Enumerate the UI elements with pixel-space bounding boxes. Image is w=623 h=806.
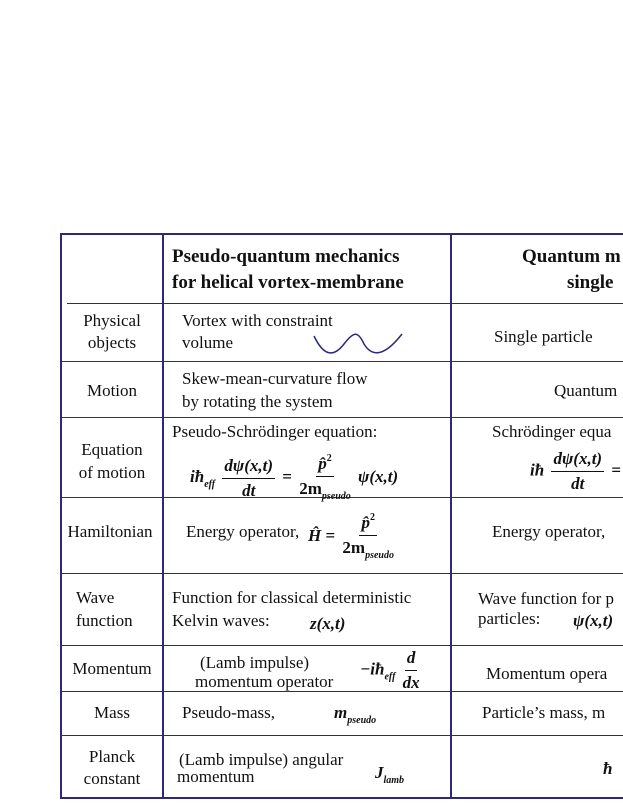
math-pseudo: pseudo [321,491,351,502]
row-label-objects: objects [87,333,137,352]
math-pseudo: pseudo [347,715,377,726]
cell-schrodinger: Schrödinger equa [492,422,612,441]
math-j: J [375,763,384,782]
math-equals: = [282,466,292,486]
math-eff: eff [384,671,396,683]
cell-vortex-line2: volume [182,333,233,352]
pseudo-schrodinger-equation [190,448,398,508]
cell-particle-mass: Particle’s mass, m [482,703,606,722]
cell-motion-line1: Skew-mean-curvature flow [182,369,368,388]
math-square: 2 [369,512,375,523]
cell-particles: particles: [478,609,541,628]
header-col1-line1: Pseudo-quantum mechanics [172,246,400,267]
row-label-hamiltonian: Hamiltonian [67,522,153,541]
math-eff: eff [204,478,216,490]
math-equals: = [611,460,622,480]
header-col1-line2: for helical vortex-membrane [172,272,404,293]
row-divider [62,735,623,736]
math-dx: dx [402,673,420,692]
cell-classical-function: Function for classical deterministic [172,588,412,607]
row-label-constant: constant [83,769,141,788]
column-divider [162,235,164,797]
math-ihbar: iħ [190,466,205,486]
cell-vortex-line1: Vortex with constraint [182,311,333,330]
fraction-p2-2m [299,448,351,508]
row-label-planck: Planck [88,747,136,766]
row-label-wave: Wave [76,588,115,607]
math-dpsi: dψ(x,t) [222,455,275,479]
math-minus-ihbar: −iħ [360,659,385,679]
math-dt: dt [242,480,256,500]
row-label-of-motion: of motion [78,463,146,482]
math-h-hat: Ĥ [308,525,322,545]
math-ihbar: iħ [530,460,545,480]
math-square: 2 [326,453,332,464]
math-hbar: ħ [603,759,613,778]
header-col2-line1: Quantum m [522,246,621,267]
math-m-pseudo [334,702,376,732]
math-psi: ψ(x,t) [358,466,399,486]
cell-quantum: Quantum [554,381,618,400]
row-divider [62,691,623,692]
math-m: m [334,703,348,722]
row-divider [62,361,623,362]
math-dpsi: dψ(x,t) [551,448,604,472]
math-dt: dt [571,474,585,493]
row-divider [62,645,623,646]
cell-momentum-operator: momentum operator [195,672,334,691]
math-p-hat: p̂ [361,513,370,532]
comparison-table [60,233,623,799]
cell-pseudo-schrodinger: Pseudo-Schrödinger equation: [172,422,378,441]
fraction-dpsi-dt [222,455,275,502]
fraction-d-dx [403,647,420,694]
row-label-physical: Physical [83,311,141,330]
row-label-motion: Motion [86,381,138,400]
wave-icon [312,331,404,357]
row-divider [62,573,623,574]
cell-motion-line2: by rotating the system [182,392,333,411]
row-divider [62,417,623,418]
row-label-equation: Equation [81,440,143,459]
hamiltonian-equation [308,507,397,567]
cell-energy-operator-quantum: Energy operator, [492,522,606,541]
math-2m: 2m [342,538,366,557]
math-psi-function: ψ(x,t) [573,611,614,630]
row-label-function: function [76,611,133,630]
column-divider [450,235,452,797]
fraction-dpsi-dt [551,448,604,495]
math-equals: = [325,525,336,545]
cell-single-particle: Single particle [494,327,593,346]
cell-angular-momentum-line1: (Lamb impulse) angular [179,750,344,769]
momentum-operator-equation [360,647,423,694]
math-p-hat: p̂ [318,454,327,473]
cell-angular-momentum-line2: momentum [177,767,255,786]
row-label-mass: Mass [94,703,130,722]
fraction-p2-2m [342,507,394,567]
math-pseudo: pseudo [365,550,394,561]
cell-momentum-operator-quantum: Momentum opera [486,664,608,683]
cell-wave-function-quantum: Wave function for p [478,589,614,608]
cell-lamb-impulse: (Lamb impulse) [200,653,310,672]
math-z-function: z(x,t) [310,614,346,633]
row-divider [67,303,623,304]
schrodinger-equation [530,448,621,495]
header-col2-line2: single [567,272,614,293]
cell-energy-operator: Energy operator, [186,522,300,541]
cell-pseudo-mass: Pseudo-mass, [182,703,276,722]
math-lamb: lamb [383,775,405,786]
math-j-lamb [375,762,404,792]
math-2m: 2m [299,479,322,498]
row-label-momentum: Momentum [72,659,152,678]
cell-kelvin-waves: Kelvin waves: [172,611,270,630]
math-d: d [405,647,418,671]
